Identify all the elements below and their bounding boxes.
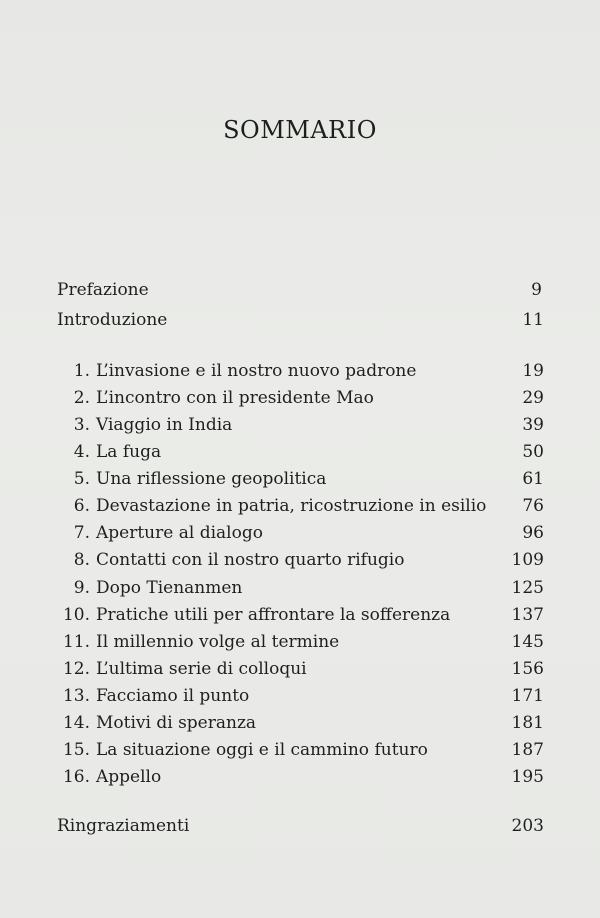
chapter-number: 9. [73, 578, 90, 598]
chapter-title: La fuga [96, 442, 162, 462]
toc-chapter-11 [0, 632, 600, 658]
chapter-page: 125 [511, 578, 544, 598]
chapter-number: 16. [62, 767, 90, 787]
chapter-number: 5. [73, 469, 90, 489]
toc-entry-page: 11 [522, 310, 544, 330]
toc-entry-introduzione [0, 310, 600, 336]
chapter-title: Pratiche utili per affrontare la sofferenza [96, 605, 451, 625]
toc-chapter-10 [0, 605, 600, 631]
chapter-title: Una riflessione geopolitica [96, 469, 327, 489]
chapter-title: Facciamo il punto [96, 686, 250, 706]
chapter-page: 109 [511, 550, 544, 570]
toc-entry-label: Ringraziamenti [57, 816, 190, 836]
chapter-number: 12. [62, 659, 90, 679]
chapter-number: 1. [73, 361, 90, 381]
chapter-title: L’incontro con il presidente Mao [96, 388, 374, 408]
page-title: SOMMARIO [223, 116, 377, 144]
chapter-title: Appello [96, 767, 162, 787]
chapter-page: 29 [522, 388, 544, 408]
chapter-number: 14. [62, 713, 90, 733]
toc-chapter-7 [0, 523, 600, 549]
chapter-title: Devastazione in patria, ricostruzione in esilio [96, 496, 487, 516]
chapter-number: 2. [73, 388, 90, 408]
chapter-number: 13. [62, 686, 90, 706]
chapter-title: Aperture al dialogo [96, 523, 263, 543]
toc-chapter-3 [0, 415, 600, 441]
chapter-page: 76 [522, 496, 544, 516]
toc-chapter-5 [0, 469, 600, 495]
chapter-page: 195 [511, 767, 544, 787]
toc-entry-label: Prefazione [57, 280, 149, 300]
toc-chapter-13 [0, 686, 600, 712]
chapter-title: Contatti con il nostro quarto rifugio [96, 550, 405, 570]
toc-chapter-16 [0, 767, 600, 793]
chapter-page: 187 [511, 740, 544, 760]
chapter-page: 181 [511, 713, 544, 733]
chapter-page: 39 [522, 415, 544, 435]
chapter-number: 6. [73, 496, 90, 516]
toc-chapter-1 [0, 361, 600, 387]
toc-chapter-8 [0, 550, 600, 576]
toc-entry-page: 203 [511, 816, 544, 836]
chapter-number: 10. [62, 605, 90, 625]
chapter-number: 3. [73, 415, 90, 435]
chapter-page: 50 [522, 442, 544, 462]
toc-chapter-14 [0, 713, 600, 739]
chapter-title: Viaggio in India [96, 415, 233, 435]
chapter-number: 11. [62, 632, 90, 652]
chapter-page: 145 [511, 632, 544, 652]
chapter-number: 4. [73, 442, 90, 462]
chapter-title: L’invasione e il nostro nuovo padrone [96, 361, 417, 381]
toc-chapter-6 [0, 496, 600, 522]
chapter-title: Il millennio volge al termine [96, 632, 340, 652]
chapter-title: Dopo Tienanmen [96, 578, 243, 598]
toc-chapter-2 [0, 388, 600, 414]
chapter-title: L’ultima serie di colloqui [96, 659, 307, 679]
toc-chapter-4 [0, 442, 600, 468]
chapter-number: 15. [62, 740, 90, 760]
chapter-title: Motivi di speranza [96, 713, 257, 733]
toc-chapter-9 [0, 578, 600, 604]
chapter-page: 171 [511, 686, 544, 706]
toc-entry-page: 9 [531, 280, 542, 300]
chapter-page: 61 [522, 469, 544, 489]
chapter-page: 19 [522, 361, 544, 381]
chapter-number: 8. [73, 550, 90, 570]
toc-entry-prefazione [0, 280, 600, 306]
chapter-title: La situazione oggi e il cammino futuro [96, 740, 428, 760]
chapter-page: 96 [522, 523, 544, 543]
toc-entry-label: Introduzione [57, 310, 168, 330]
toc-entry-ringraziamenti [0, 816, 600, 842]
chapter-page: 137 [511, 605, 544, 625]
chapter-page: 156 [511, 659, 544, 679]
chapter-number: 7. [73, 523, 90, 543]
toc-chapter-12 [0, 659, 600, 685]
toc-chapter-15 [0, 740, 600, 766]
